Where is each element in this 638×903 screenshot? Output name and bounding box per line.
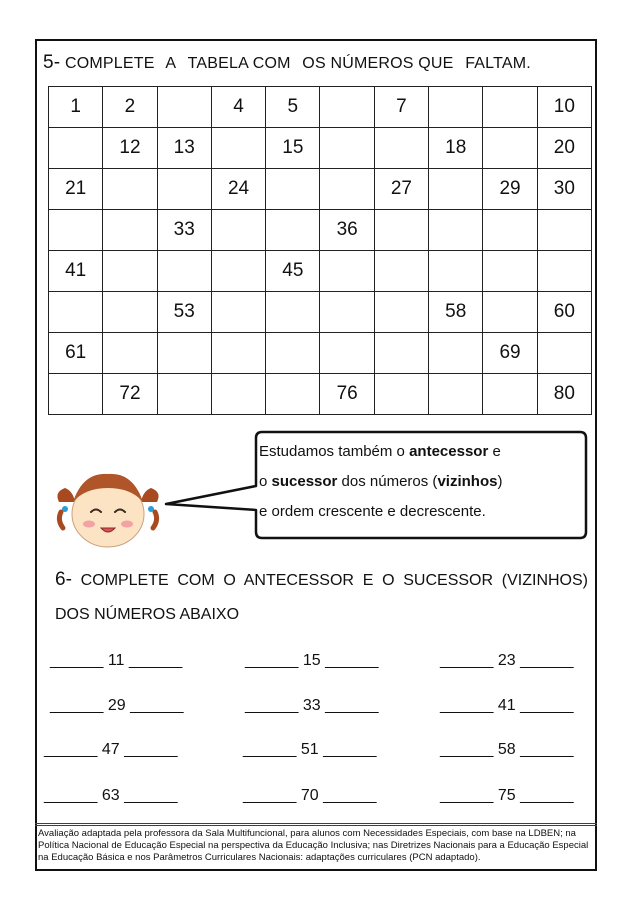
table-row bbox=[49, 333, 592, 374]
table-cell[interactable] bbox=[266, 292, 320, 333]
table-cell[interactable] bbox=[211, 333, 265, 374]
table-cell[interactable]: 2 bbox=[103, 87, 157, 128]
table-cell[interactable] bbox=[537, 251, 591, 292]
question-5-number: 5- bbox=[43, 52, 61, 73]
table-cell[interactable] bbox=[429, 210, 483, 251]
table-cell[interactable]: 53 bbox=[157, 292, 211, 333]
question-6-text: COMPLETE COM O ANTECESSOR E O SUCESSOR (VIZINHOS) DOS NÚMEROS ABAIXO bbox=[55, 572, 588, 623]
table-cell[interactable]: 7 bbox=[374, 87, 428, 128]
table-row bbox=[49, 169, 592, 210]
table-cell[interactable] bbox=[483, 128, 537, 169]
neighbor-item[interactable]: ______ 75 ______ bbox=[440, 787, 574, 804]
table-cell[interactable] bbox=[320, 128, 374, 169]
neighbor-item[interactable]: ______ 58 ______ bbox=[440, 741, 574, 758]
table-cell[interactable] bbox=[103, 333, 157, 374]
table-cell[interactable] bbox=[429, 87, 483, 128]
table-cell[interactable] bbox=[537, 210, 591, 251]
q5-word: TABELA COM bbox=[187, 55, 291, 72]
table-cell[interactable] bbox=[49, 128, 103, 169]
table-row bbox=[49, 292, 592, 333]
table-cell[interactable] bbox=[320, 333, 374, 374]
table-cell[interactable]: 69 bbox=[483, 333, 537, 374]
table-cell[interactable]: 5 bbox=[266, 87, 320, 128]
table-cell[interactable]: 41 bbox=[49, 251, 103, 292]
neighbor-item[interactable]: ______ 41 ______ bbox=[440, 697, 574, 714]
table-cell[interactable] bbox=[157, 169, 211, 210]
table-cell[interactable] bbox=[103, 292, 157, 333]
footer-divider bbox=[35, 823, 597, 826]
table-cell[interactable] bbox=[320, 169, 374, 210]
number-table bbox=[48, 86, 592, 415]
q5-word: A bbox=[165, 55, 177, 72]
bubble-line-2: o sucessor dos números (vizinhos) bbox=[259, 473, 503, 490]
bubble-line-1: Estudamos também o antecessor e bbox=[259, 443, 501, 460]
table-cell[interactable] bbox=[49, 292, 103, 333]
table-cell[interactable]: 20 bbox=[537, 128, 591, 169]
speech-bubble-text bbox=[259, 437, 579, 527]
table-row bbox=[49, 128, 592, 169]
neighbor-item[interactable]: ______ 63 ______ bbox=[44, 787, 178, 804]
table-cell[interactable]: 61 bbox=[49, 333, 103, 374]
neighbor-item[interactable]: ______ 33 ______ bbox=[245, 697, 379, 714]
table-cell[interactable] bbox=[429, 374, 483, 415]
table-cell[interactable] bbox=[374, 251, 428, 292]
table-row bbox=[49, 210, 592, 251]
table-cell[interactable]: 24 bbox=[211, 169, 265, 210]
question-5-title bbox=[43, 52, 538, 74]
neighbor-item[interactable]: ______ 23 ______ bbox=[440, 652, 574, 669]
table-cell[interactable]: 1 bbox=[49, 87, 103, 128]
table-cell[interactable] bbox=[266, 169, 320, 210]
table-cell[interactable] bbox=[483, 210, 537, 251]
table-cell[interactable] bbox=[211, 251, 265, 292]
table-cell[interactable] bbox=[49, 210, 103, 251]
table-cell[interactable] bbox=[157, 251, 211, 292]
table-cell[interactable] bbox=[266, 374, 320, 415]
table-cell[interactable] bbox=[483, 87, 537, 128]
table-cell[interactable] bbox=[211, 292, 265, 333]
table-cell[interactable]: 21 bbox=[49, 169, 103, 210]
table-cell[interactable] bbox=[320, 251, 374, 292]
table-cell[interactable]: 58 bbox=[429, 292, 483, 333]
table-cell[interactable]: 18 bbox=[429, 128, 483, 169]
table-cell[interactable]: 80 bbox=[537, 374, 591, 415]
question-6-title bbox=[55, 563, 588, 632]
girl-face-illustration bbox=[53, 462, 163, 552]
table-cell[interactable]: 45 bbox=[266, 251, 320, 292]
table-row bbox=[49, 374, 592, 415]
table-cell[interactable]: 12 bbox=[103, 128, 157, 169]
table-cell[interactable]: 30 bbox=[537, 169, 591, 210]
q5-word: FALTAM. bbox=[465, 55, 531, 72]
table-cell[interactable] bbox=[429, 169, 483, 210]
footer-note: Avaliação adaptada pela professora da Sala Multifuncional, para alunos com Necessidades Especiais, com base na LDBEN; na Política Nacional de Educação Especial na perspectiva da Educação Inclusiva; nas Diretrizes Nacionais para a Educação Especial na Educação Básica e nos Parâmetros Curriculares Nacionais: adaptações curriculares (PCN adaptado). bbox=[38, 828, 589, 863]
table-cell[interactable]: 13 bbox=[157, 128, 211, 169]
question-6-number: 6- bbox=[55, 569, 72, 590]
table-cell[interactable] bbox=[49, 374, 103, 415]
q5-word: COMPLETE bbox=[64, 55, 155, 72]
neighbor-item[interactable]: ______ 70 ______ bbox=[243, 787, 377, 804]
table-cell[interactable] bbox=[157, 333, 211, 374]
table-cell[interactable] bbox=[266, 333, 320, 374]
table-cell[interactable] bbox=[374, 333, 428, 374]
table-cell[interactable] bbox=[103, 251, 157, 292]
table-cell[interactable]: 36 bbox=[320, 210, 374, 251]
table-cell[interactable] bbox=[537, 333, 591, 374]
neighbor-item[interactable]: ______ 29 ______ bbox=[50, 697, 184, 714]
table-cell[interactable] bbox=[483, 374, 537, 415]
table-cell[interactable] bbox=[374, 374, 428, 415]
table-cell[interactable] bbox=[211, 374, 265, 415]
table-cell[interactable]: 10 bbox=[537, 87, 591, 128]
q5-word: OS NÚMEROS QUE bbox=[302, 55, 454, 72]
table-cell[interactable] bbox=[483, 251, 537, 292]
table-cell[interactable] bbox=[374, 128, 428, 169]
neighbor-item[interactable]: ______ 47 ______ bbox=[44, 741, 178, 758]
bubble-line-3: e ordem crescente e decrescente. bbox=[259, 503, 486, 520]
table-row bbox=[49, 251, 592, 292]
table-cell[interactable] bbox=[266, 210, 320, 251]
neighbor-item[interactable]: ______ 15 ______ bbox=[245, 652, 379, 669]
table-cell[interactable]: 15 bbox=[266, 128, 320, 169]
table-cell[interactable]: 60 bbox=[537, 292, 591, 333]
table-cell[interactable] bbox=[374, 292, 428, 333]
table-cell[interactable] bbox=[103, 210, 157, 251]
table-cell[interactable] bbox=[374, 210, 428, 251]
table-cell[interactable]: 72 bbox=[103, 374, 157, 415]
table-cell[interactable] bbox=[103, 169, 157, 210]
table-cell[interactable] bbox=[483, 292, 537, 333]
neighbor-item[interactable]: ______ 11 ______ bbox=[50, 652, 183, 669]
table-cell[interactable]: 33 bbox=[157, 210, 211, 251]
neighbor-item[interactable]: ______ 51 ______ bbox=[243, 741, 377, 758]
table-cell[interactable]: 29 bbox=[483, 169, 537, 210]
table-cell[interactable] bbox=[211, 210, 265, 251]
table-cell[interactable] bbox=[320, 292, 374, 333]
table-cell[interactable] bbox=[157, 87, 211, 128]
table-row bbox=[49, 87, 592, 128]
table-cell[interactable]: 4 bbox=[211, 87, 265, 128]
table-cell[interactable] bbox=[320, 87, 374, 128]
table-cell[interactable] bbox=[429, 333, 483, 374]
table-cell[interactable] bbox=[157, 374, 211, 415]
table-cell[interactable]: 76 bbox=[320, 374, 374, 415]
table-cell[interactable] bbox=[429, 251, 483, 292]
table-cell[interactable]: 27 bbox=[374, 169, 428, 210]
table-cell[interactable] bbox=[211, 128, 265, 169]
